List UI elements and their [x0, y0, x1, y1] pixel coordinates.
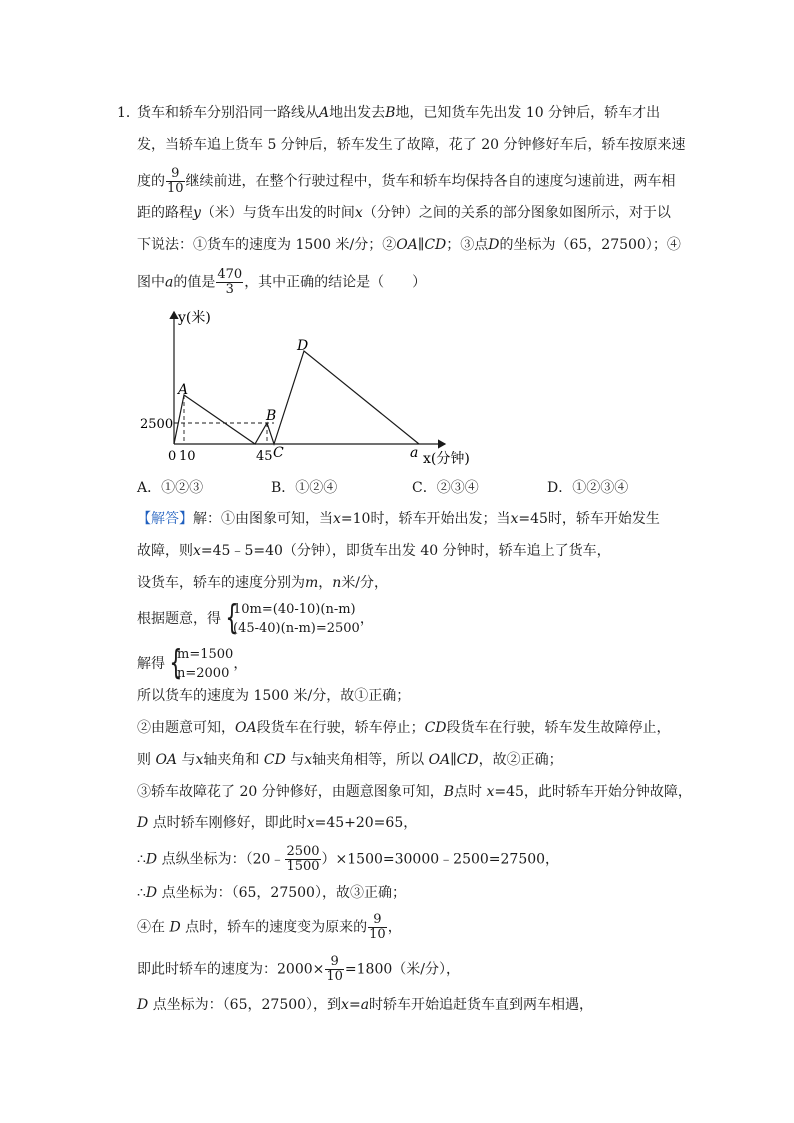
answer-line-5: 解得 { m=1500 n=2000 ，	[137, 643, 248, 683]
answer-line-15: D 点坐标为：（65，27500），到x=a时轿车开始追赶货车直到两车相遇，	[137, 997, 594, 1013]
fraction-9-10-c: $\frac{9}{10}$	[326, 954, 343, 984]
graph-line	[174, 351, 419, 444]
tick-0: 0	[168, 449, 177, 464]
tick-45: 45	[256, 449, 273, 464]
question-line-1: 货车和轿车分别沿同一路线从A地出发去B地，已知货车先出发 10 分钟后，轿车才出	[137, 105, 661, 121]
tick-2500: 2500	[140, 417, 174, 432]
question-line-2: 发，当轿车追上货车 5 分钟后，轿车发生了故障，花了 20 分钟修好车后，轿车按原来速	[137, 137, 686, 153]
fraction-9-10-b: $\frac{9}{10}$	[369, 912, 386, 942]
x-axis-label: x(分钟)	[423, 451, 470, 467]
answer-line-10: D 点时轿车刚修好，即此时x=45+20=65，	[137, 815, 418, 831]
point-C: C	[273, 445, 284, 461]
question-line-5: 下说法：①货车的速度为 1500 米/分；②OA∥CD；③点D的坐标为（65，27500）；④	[137, 237, 681, 253]
point-A: A	[178, 382, 189, 398]
answer-line-7: ②由题意可知，OA段货车在行驶，轿车停止；CD段货车在行驶，轿车发生故障停止，	[137, 720, 671, 736]
question-line-6: 图中a的值是 $\frac{470}{3}$ ，其中正确的结论是（ ）	[137, 267, 427, 297]
fraction-470-3: $\frac{470}{3}$	[217, 267, 243, 297]
option-a[interactable]: A．①②③	[137, 480, 204, 496]
answer-line-11: ∴D 点纵坐标为：（20﹣ $\frac{2500}{1500}$ ）×1500=30000﹣2500=27500，	[137, 844, 560, 874]
equation-system-1: { 10m=(40-10)(n-m) (45-40)(n-m)=2500	[225, 598, 360, 638]
answer-line-9: ③轿车故障花了 20 分钟修好，由题意图象可知，B点时 x=45，此时轿车开始分钟故障，	[137, 784, 692, 800]
answer-line-3: 设货车，轿车的速度分别为m，n米/分，	[137, 575, 389, 591]
answer-line-8: 则 OA 与x轴夹角和 CD 与x轴夹角相等，所以 OA∥CD，故②正确；	[137, 752, 563, 768]
function-graph	[137, 308, 477, 468]
tick-10: 10	[179, 449, 196, 464]
option-b[interactable]: B．①②④	[271, 480, 338, 496]
answer-line-13: ④在 D 点时，轿车的速度变为原来的 $\frac{9}{10}$ ，	[137, 912, 402, 942]
tick-a: a	[410, 445, 419, 461]
question-line-3: 度的 $\frac{9}{10}$ 继续前进，在整个行驶过程中，货车和轿车均保持各自的速度匀速前进，两车相	[137, 166, 676, 196]
point-D: D	[297, 338, 309, 354]
answer-line-1: 【解答】解：①由图象可知，当x=10时，轿车开始出发；当x=45时，轿车开始发生	[137, 511, 660, 527]
fraction-9-10: $\frac{9}{10}$	[167, 166, 184, 196]
answer-line-14: 即此时轿车的速度为：2000× $\frac{9}{10}$ =1800（米/分），	[137, 954, 460, 984]
equation-system-2: { m=1500 n=2000	[169, 643, 234, 683]
point-B: B	[266, 408, 277, 424]
answer-line-6: 所以货车的速度为 1500 米/分，故①正确；	[137, 688, 411, 704]
question-line-4: 距的路程y（米）与货车出发的时间x（分钟）之间的关系的部分图象如图所示，对于以	[137, 205, 671, 221]
y-axis-label: y(米)	[178, 310, 211, 326]
question-number: 1．	[117, 105, 140, 121]
answer-tag: 【解答】	[137, 511, 193, 527]
answer-line-4: 根据题意，得 { 10m=(40-10)(n-m) (45-40)(n-m)=2500 ，	[137, 598, 374, 638]
fraction-2500-1500: $\frac{2500}{1500}$	[286, 844, 320, 874]
option-d[interactable]: D．①②③④	[547, 480, 629, 496]
answer-line-2: 故障，则x=45﹣5=40（分钟），即货车出发 40 分钟时，轿车追上了货车，	[137, 543, 611, 559]
answer-line-12: ∴D 点坐标为：（65，27500），故③正确；	[137, 885, 406, 901]
option-c[interactable]: C．②③④	[412, 480, 479, 496]
